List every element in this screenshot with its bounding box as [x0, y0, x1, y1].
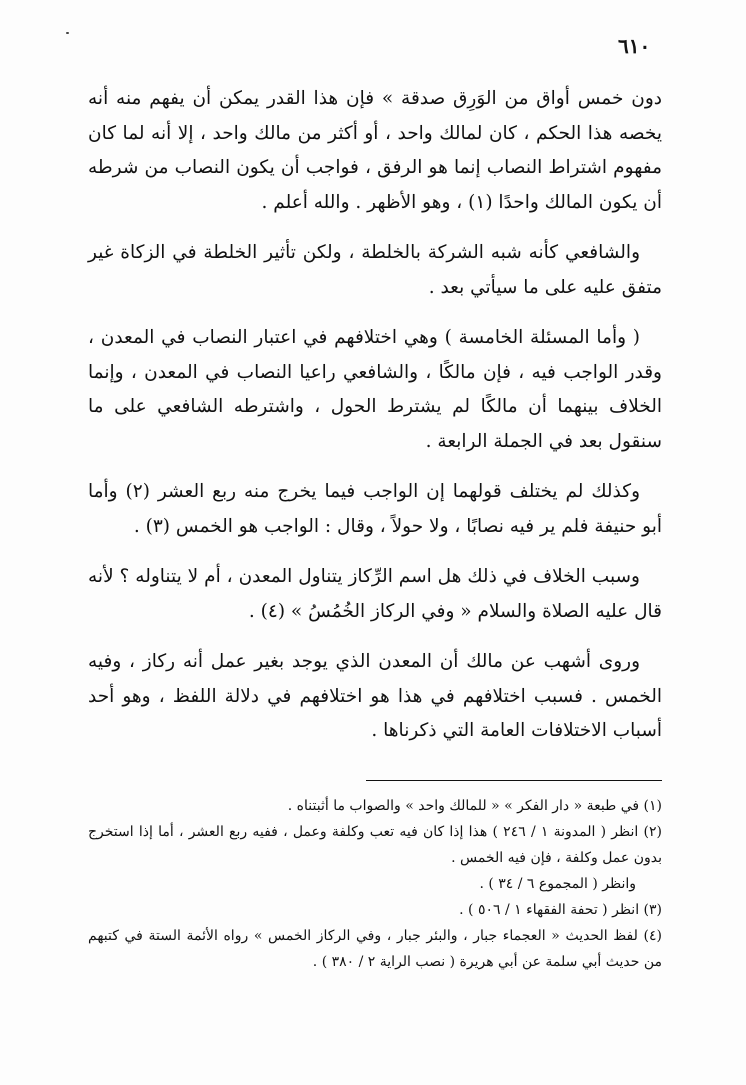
footnote-3: (٣) انظر ( تحفة الفقهاء ١ / ٥٠٦ ) .	[459, 902, 662, 918]
paragraph-4: وكذلك لم يختلف قولهما إن الواجب فيما يخرج منه ربع العشر (٢) وأما أبو حنيفة فلم ير فيه نصابًا ، ولا حولاً ، وقال : الواجب هو الخمس (٣) .	[88, 481, 662, 537]
paragraph-3: ( وأما المسئلة الخامسة ) وهي اختلافهم في اعتبار النصاب في المعدن ، وقدر الواجب فيه ، فإن مالكًا ، والشافعي راعيا النصاب في المعدن ، وإنما الخلاف بينهما أن مالكًا لم يشترط الحول ، واشترطه الشافعي على ما سنقول بعد في الجملة الرابعة .	[88, 327, 662, 452]
paragraph-1: دون خمس أواق من الوَرِق صدقة » فإن هذا القدر يمكن أن يفهم منه أنه يخصه هذا الحكم ، كان لمالك واحد ، أو أكثر من مالك واحد ، إلا أنه لما كان مفهوم اشتراط النصاب إنما هو الرفق ، فواجب أن يكون النصاب من شرطه أن يكون المالك واحدًا (١) ، وهو الأظهر . والله أعلم .	[88, 88, 662, 213]
paragraph-2: والشافعي كأنه شبه الشركة بالخلطة ، ولكن تأثير الخلطة في الزكاة غير متفق عليه على ما سيأتي بعد .	[88, 242, 662, 298]
footnotes	[88, 793, 662, 975]
footnote-1: (١) في طبعة « دار الفكر » « للمالك واحد » والصواب ما أثبتناه .	[287, 798, 662, 814]
paragraph-6: وروى أشهب عن مالك أن المعدن الذي يوجد بغير عمل أنه ركاز ، وفيه الخمس . فسبب اختلافهم في هذا هو اختلافهم في دلالة اللفظ ، وهو أحد أسباب الاختلافات العامة التي ذكرناها .	[88, 651, 662, 741]
scan-speck	[66, 32, 69, 34]
footnote-4: (٤) لفظ الحديث « العجماء جبار ، والبئر جبار ، وفي الركاز الخمس » رواه الأئمة الستة في كتبهم من حديث أبي سلمة عن أبي هريرة ( نصب الراية ٢ / ٣٨٠ ) .	[88, 928, 662, 970]
footnote-2-continued: وانظر ( المجموع ٦ / ٣٤ ) .	[479, 876, 636, 892]
footnote-2: (٢) انظر ( المدونة ١ / ٢٤٦ ) هذا إذا كان فيه تعب وكلفة وعمل ، ففيه ربع العشر ، أما إذا استخرج بدون عمل وكلفة ، فإن فيه الخمس .	[88, 824, 662, 866]
paragraph-5: وسبب الخلاف في ذلك هل اسم الرِّكاز يتناول المعدن ، أم لا يتناوله ؟ لأنه قال عليه الصلاة والسلام « وفي الركاز الخُمُسُ » (٤) .	[88, 566, 662, 622]
main-text	[88, 82, 662, 765]
page-number: ٦١٠	[618, 34, 651, 58]
footnote-separator	[366, 780, 662, 781]
